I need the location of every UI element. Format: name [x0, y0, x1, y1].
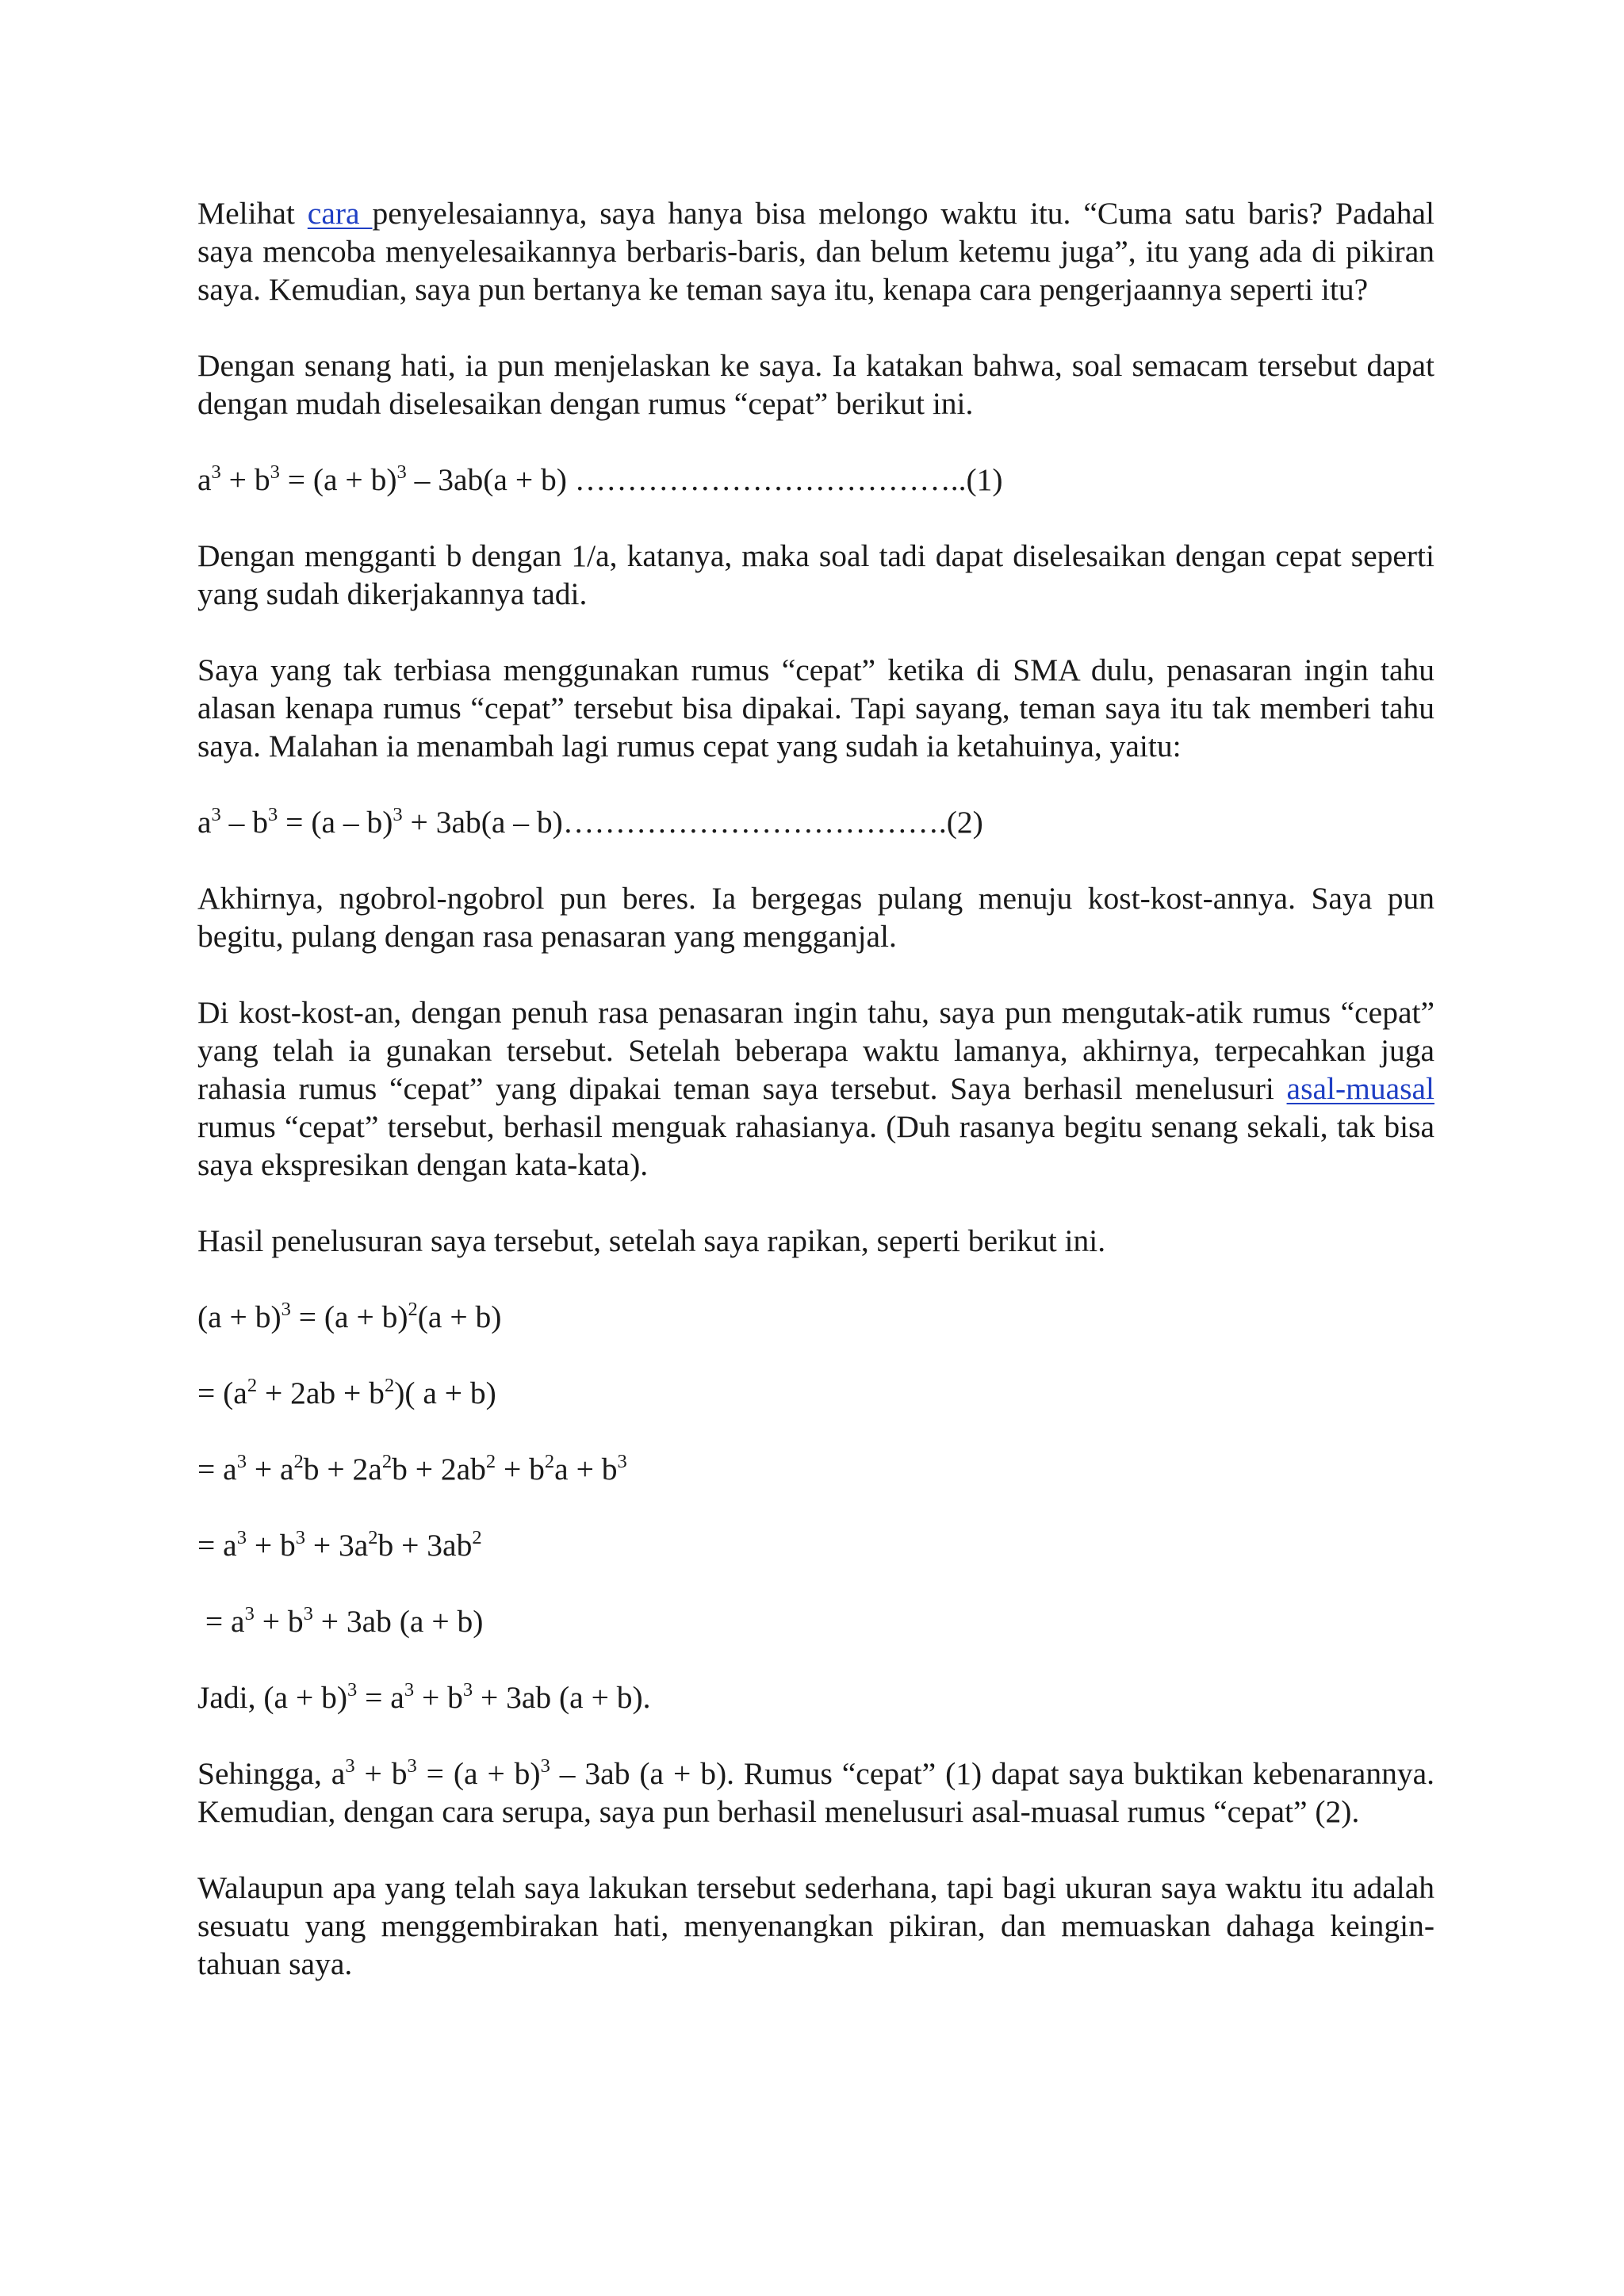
paragraph-7: Hasil penelusuran saya tersebut, setelah saya rapikan, seperti berikut ini.	[197, 1223, 1106, 1258]
paragraph-2: Dengan senang hati, ia pun menjelaskan ke saya. Ia katakan bahwa, soal semacam tersebut dapat dengan mudah diselesaikan dengan rumus “cepat” berikut ini.	[197, 348, 1434, 421]
derivation-step-3: = $a^3 + a^2b + 2a^2b + 2ab^2 + b^2a + b^3$	[197, 1450, 627, 1487]
paragraph-6: Di kost-kost-an, dengan penuh rasa penasaran ingin tahu, saya pun mengutak-atik rumus “cepat” yang telah ia gunakan tersebut. Setelah beberapa waktu lamanya, akhirnya, terpecahkan juga rahasia rumus “cepat” yang dipakai teman saya tersebut. Saya berhasil menelusuri asal-muasal rumus “cepat” tersebut, berhasil menguak rahasianya. (Duh rasanya begitu senang sekali, tak bisa saya ekspresikan dengan kata-kata).	[197, 995, 1434, 1182]
paragraph-1: Melihat cara penyelesaiannya, saya hanya bisa melongo waktu itu. “Cuma satu baris? Padahal saya mencoba menyelesaikannya berbaris-baris, dan belum ketemu juga”, itu yang ada di pikiran saya. Kemudian, saya pun bertanya ke teman saya itu, kenapa cara pengerjaannya seperti itu?	[197, 196, 1435, 307]
derivation-step-2: = $(a^2 + 2ab + b^2)$( a + b)	[197, 1374, 496, 1410]
link-cara[interactable]: cara	[307, 196, 373, 231]
paragraph-5: Akhirnya, ngobrol-ngobrol pun beres. Ia bergegas pulang menuju kost-kost-annya. Saya pun begitu, pulang dengan rasa penasaran yang mengganjal.	[197, 881, 1434, 954]
paragraph-9: Walaupun apa yang telah saya lakukan tersebut sederhana, tapi bagi ukuran saya waktu itu adalah sesuatu yang menggembirakan hati, menyenangkan pikiran, dan memuaskan dahaga keingin-tahuan saya.	[197, 1870, 1434, 1981]
formula-2: $a^3 - b^3 = (a - b)^3 + 3ab(a$ – b)……………………………….(2)	[197, 803, 983, 840]
document-body	[197, 194, 1434, 2021]
derivation-conclusion: Jadi, $(a + b)^3 = a^3 + b^3 + 3ab$ (a + b).	[197, 1678, 651, 1715]
derivation-step-5: = $a^3 + b^3 + 3ab$ (a + b)	[197, 1602, 484, 1639]
paragraph-8: Sehingga, $a^3 + b^3 = (a + b)^3 - 3ab$ (a + b). Rumus “cepat” (1) dapat saya buktikan kebenarannya. Kemudian, dengan cara serupa, saya pun berhasil menelusuri asal-muasal rumus “cepat” (2).	[197, 1755, 1434, 1829]
link-asal-muasal[interactable]: asal-muasal	[1286, 1071, 1434, 1106]
formula-1: $a^3 + b^3 = (a + b)^3 - 3ab(a + b)$ ………………………………..(1)	[197, 461, 1003, 497]
derivation-step-4: = $a^3 + b^3 + 3a^2b + 3ab^2$	[197, 1526, 482, 1563]
paragraph-3: Dengan mengganti b dengan 1/a, katanya, maka soal tadi dapat diselesaikan dengan cepat seperti yang sudah dikerjakannya tadi.	[197, 538, 1434, 611]
paragraph-4: Saya yang tak terbiasa menggunakan rumus “cepat” ketika di SMA dulu, penasaran ingin tahu alasan kenapa rumus “cepat” tersebut bisa dipakai. Tapi sayang, teman saya itu tak memberi tahu saya. Malahan ia menambah lagi rumus cepat yang sudah ia ketahuinya, yaitu:	[197, 652, 1434, 763]
derivation-step-1: $(a + b)^3 = (a + b)^2(a + b)$	[197, 1298, 502, 1334]
